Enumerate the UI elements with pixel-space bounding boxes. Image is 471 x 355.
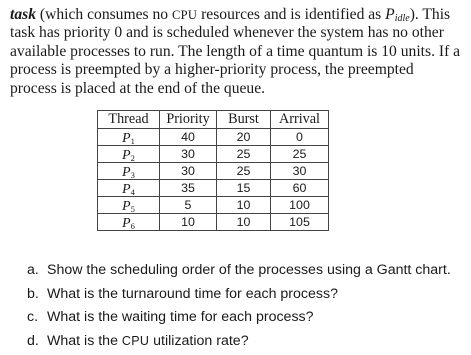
table-row <box>98 197 329 214</box>
question-label: b. <box>27 285 39 302</box>
question-text: What is the <box>47 333 122 350</box>
thread-name <box>98 163 160 180</box>
thread-index: 1 <box>130 135 135 146</box>
table-row <box>98 163 329 180</box>
arrival-cell: 100 <box>271 197 329 214</box>
priority-cell: 35 <box>160 180 217 197</box>
burst-cell: 10 <box>217 197 271 214</box>
priority-cell: 30 <box>160 163 217 180</box>
table-row <box>98 214 329 231</box>
question-list <box>27 260 451 355</box>
intro-text-1: (which consumes no <box>36 6 172 23</box>
question-b <box>27 284 451 308</box>
thread-index: 5 <box>130 203 135 214</box>
intro-text-2: resources and is identified as <box>197 6 386 23</box>
question-text: Show the scheduling order of the processes using a Gantt chart. <box>47 262 451 278</box>
burst-cell: 25 <box>217 146 271 163</box>
question-label: a. <box>27 262 39 278</box>
thread-name <box>98 129 160 146</box>
burst-cell: 25 <box>217 163 271 180</box>
p-idle-var: P <box>385 6 395 23</box>
question-c <box>27 307 451 331</box>
table-row <box>98 129 329 146</box>
priority-cell: 10 <box>160 214 217 231</box>
question-text: What is the turnaround time for each process? <box>47 285 338 302</box>
thread-index: 4 <box>130 186 135 197</box>
table-header-row <box>98 111 329 129</box>
thread-index: 3 <box>130 169 135 180</box>
arrival-cell: 25 <box>271 146 329 163</box>
thread-name <box>98 180 160 197</box>
term-task: task <box>10 6 36 23</box>
question-text-end: utilization rate? <box>149 333 249 350</box>
p-idle-sub: idle <box>394 13 410 24</box>
arrival-cell: 60 <box>271 180 329 197</box>
thread-letter: P <box>122 214 131 230</box>
thread-letter: P <box>122 146 131 162</box>
cpu-term: CPU <box>172 8 198 22</box>
intro-paragraph <box>10 6 462 98</box>
cpu-term: CPU <box>121 334 150 349</box>
header-burst: Burst <box>217 111 271 129</box>
priority-cell: 40 <box>160 129 217 146</box>
table-row <box>98 146 329 163</box>
burst-cell: 10 <box>217 214 271 231</box>
header-priority: Priority <box>160 111 217 129</box>
thread-table <box>97 110 329 231</box>
burst-cell: 20 <box>217 129 271 146</box>
priority-cell: 5 <box>160 197 217 214</box>
thread-name <box>98 146 160 163</box>
intro-text-3: ). This task has priority 0 and is scheduled whenever the system has no other available processes to run. The length of a time quantum is 10 units. If a process is preempted by a higher-priority process, the preempted process is placed at the end of the queue. <box>10 6 461 97</box>
thread-index: 2 <box>130 152 135 163</box>
question-text: What is the waiting time for each process? <box>47 309 314 326</box>
arrival-cell: 0 <box>271 129 329 146</box>
question-label: c. <box>27 309 39 326</box>
table-body <box>98 129 329 231</box>
priority-cell: 30 <box>160 146 217 163</box>
thread-name <box>98 214 160 231</box>
thread-letter: P <box>122 163 131 179</box>
thread-letter: P <box>122 180 131 196</box>
header-arrival: Arrival <box>271 111 329 129</box>
thread-index: 6 <box>130 220 135 231</box>
thread-letter: P <box>122 197 131 213</box>
arrival-cell: 105 <box>271 214 329 231</box>
question-a <box>27 260 451 284</box>
thread-name <box>98 197 160 214</box>
thread-letter: P <box>122 129 131 145</box>
burst-cell: 15 <box>217 180 271 197</box>
table-row <box>98 180 329 197</box>
arrival-cell: 30 <box>271 163 329 180</box>
question-label: d. <box>27 333 39 350</box>
question-d <box>27 331 451 355</box>
header-thread: Thread <box>98 111 160 129</box>
